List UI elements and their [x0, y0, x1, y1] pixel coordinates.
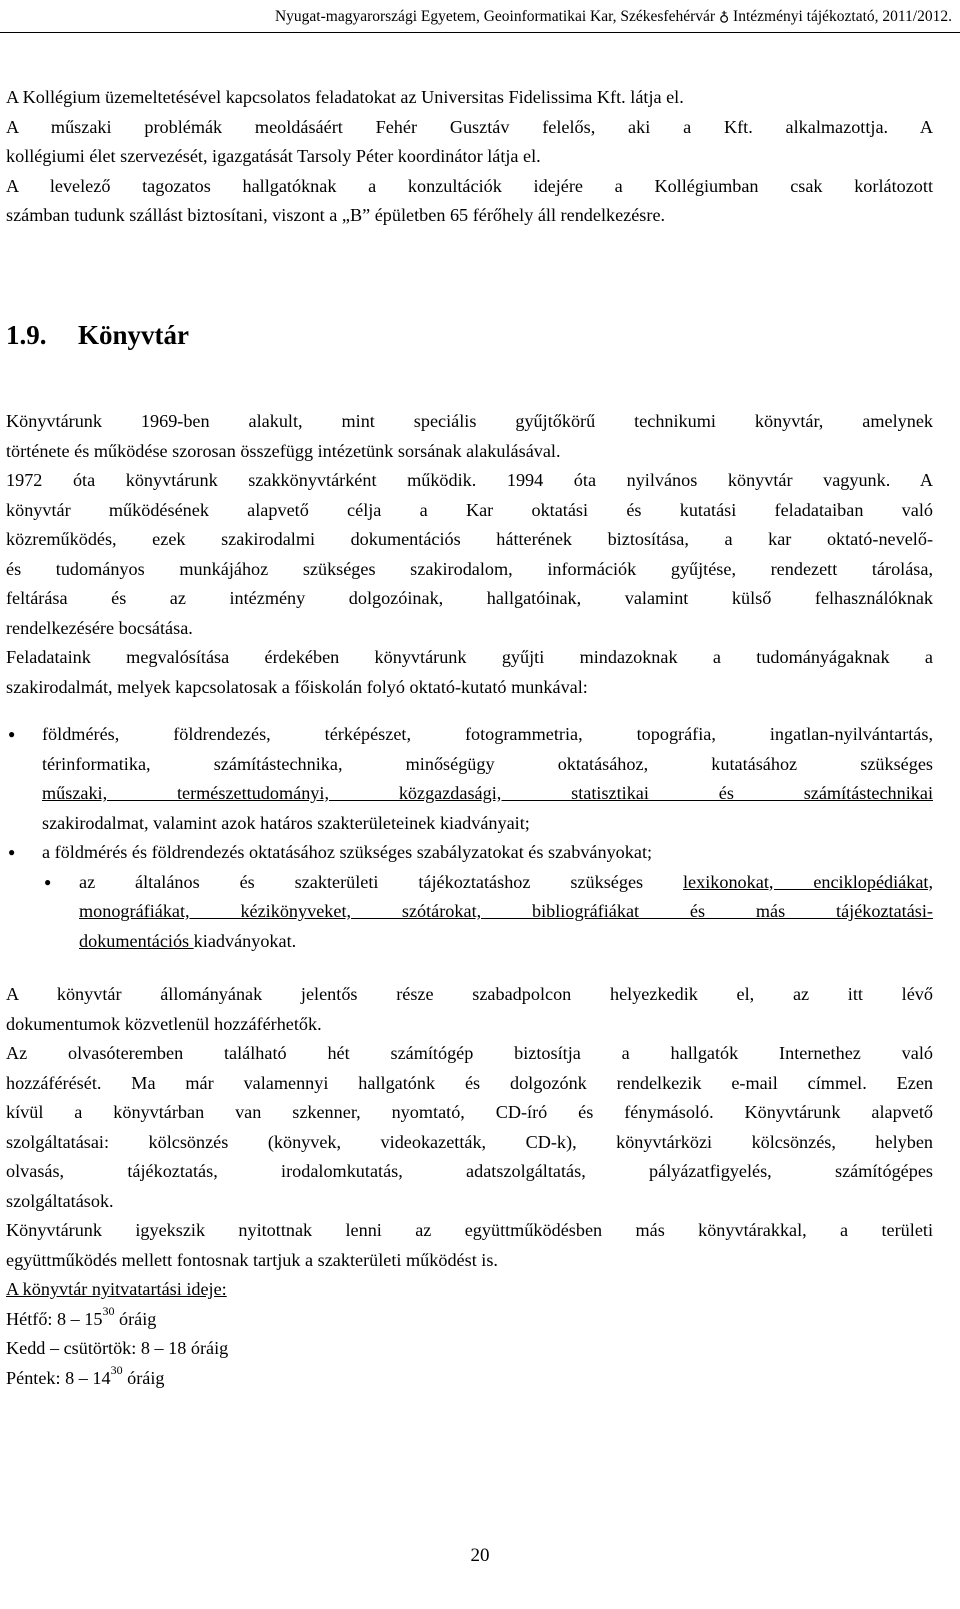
page-number: 20: [470, 1545, 490, 1566]
library-services: [6, 980, 933, 1393]
text-line: Könyvtárunk 1969-ben alakult, mint speciális gyűjtőkörű technikumi könyvtár, amelynek: [6, 411, 933, 431]
text-fragment: kiadványokat.: [193, 930, 297, 951]
text-line: [79, 868, 933, 898]
text-line: számban tudunk szállást biztosítani, viszont a „B” épületben 65 férőhely áll rendelkezésre.: [6, 205, 666, 225]
text-line: könyvtár működésének alapvető célja a Kar oktatási és kutatási feladataiban való: [6, 499, 933, 520]
text-fragment: lexikonokat, enciklopédiákat,: [683, 871, 933, 892]
text-fragment: dokumentációs: [79, 930, 194, 951]
text-line: hozzáférését. Ma már valamennyi hallgatónk és dolgozónk rendelkezik e-mail címmel. Ezen: [6, 1072, 933, 1093]
text-fragment: Hétfő: 8 – 15: [6, 1308, 103, 1329]
text-line: rendelkezésére bocsátása.: [6, 617, 193, 638]
globe-icon: ♁: [718, 10, 730, 25]
text-line: monográfiákat, kézikönyveket, szótárokat, bibliográfiákat és más tájékoztatási-: [79, 901, 933, 921]
text-fragment: óráig: [114, 1308, 157, 1329]
text-line: 1972 óta könyvtárunk szakkönyvtárként működik. 1994 óta nyilvános könyvtár vagyunk. A: [6, 470, 933, 490]
list-item: [6, 720, 933, 838]
text-line: ● a földmérés és földrendezés oktatásához szükséges szabályzatokat és szabványokat;: [42, 842, 653, 862]
text-line: együttműködés mellett fontosnak tartjuk a szakterületi működést is.: [6, 1249, 498, 1270]
header-title: Intézményi tájékoztató, 2011/2012.: [733, 8, 952, 25]
text-line: A könyvtár állományának jelentős része szabadpolcon helyezkedik el, az itt lévő: [6, 984, 933, 1004]
text-line: szakirodalmat, valamint azok határos szakterületeinek kiadványait;: [42, 812, 530, 833]
opening-hours-title: A könyvtár nyitvatartási ideje:: [6, 1279, 227, 1299]
text-line: A levelező tagozatos hallgatóknak a konzultációk idejére a Kollégiumban csak korlátozott: [6, 175, 933, 196]
text-line: ● földmérés, földrendezés, térképészet, fotogrammetria, topográfia, ingatlan-nyilvántartás,: [42, 724, 933, 744]
text-line: kollégiumi élet szervezését, igazgatását Tarsoly Péter koordinátor látja el.: [6, 146, 541, 166]
text-line: kívül a könyvtárban van szkenner, nyomtató, CD-író és fénymásoló. Könyvtárunk alapvető: [6, 1102, 933, 1122]
text-line: Könyvtárunk igyekszik nyitottnak lenni az együttműködésben más könyvtárakkal, a területi: [6, 1220, 933, 1240]
text-line: Feladataink megvalósítása érdekében könyvtárunk gyűjti mindazoknak a tudományágaknak a: [6, 647, 933, 667]
text-line: Az olvasóteremben található hét számítógép biztosítja a hallgatók Internethez való: [6, 1043, 933, 1063]
text-line: műszaki, természettudományi, közgazdasági, statisztikai és számítástechnikai: [42, 783, 933, 803]
text-line: feltárása és az intézmény dolgozóinak, hallgatóinak, valamint külső felhasználóknak: [6, 588, 933, 608]
text-line: szakirodalmát, melyek kapcsolatosak a főiskolán folyó oktató-kutató munkával:: [6, 676, 588, 697]
text-line: olvasás, tájékoztatás, irodalomkutatás, adatszolgáltatás, pályázatfigyelés, számítógépes: [6, 1161, 933, 1181]
text-line: A műszaki problémák meoldásáért Fehér Gusztáv felelős, aki a Kft. alkalmazottja. A: [6, 116, 933, 137]
opening-hours-monday: [6, 1305, 933, 1335]
text-line: története és működése szorosan összefügg intézetünk sorsának alakulásával.: [6, 440, 561, 461]
header-institution: Nyugat-magyarországi Egyetem, Geoinformatikai Kar, Székesfehérvár: [274, 8, 716, 25]
text-fragment: Péntek: 8 – 14: [6, 1367, 111, 1388]
text-line: és tudományos munkájához szükséges szakirodalom, információk gyűjtése, rendezett tárolása,: [6, 558, 933, 579]
list-item: [6, 868, 933, 957]
running-header: [0, 0, 960, 33]
text-fragment: óráig: [122, 1367, 165, 1388]
section-number: 1.9.: [6, 320, 47, 350]
section-heading: [6, 320, 189, 351]
section-title: Könyvtár: [78, 320, 189, 350]
text-line: szolgáltatások.: [6, 1190, 114, 1211]
text-line: térinformatika, számítástechnika, minőségügy oktatásához, kutatásához szükséges: [42, 753, 933, 774]
text-line: dokumentumok közvetlenül hozzáférhetők.: [6, 1013, 322, 1034]
collection-list: [6, 720, 933, 956]
opening-hours-tue-thu: Kedd – csütörtök: 8 – 18 óráig: [6, 1338, 229, 1358]
superscript: 30: [102, 1304, 115, 1319]
text-line: A Kollégium üzemeltetésével kapcsolatos feladatokat az Universitas Fidelissima Kft. látja el.: [6, 87, 684, 107]
text-line: közreműködés, ezek szakirodalmi dokumentációs hátterének biztosítása, a kar oktató-nevelő-: [6, 529, 933, 549]
text-line: [79, 927, 933, 957]
intro-paragraph: [6, 83, 933, 231]
text-fragment: az általános és szakterületi tájékoztatáshoz szükséges: [79, 871, 683, 892]
text-line: szolgáltatásai: kölcsönzés (könyvek, videokazetták, CD-k), könyvtárközi kölcsönzés, helyben: [6, 1131, 933, 1152]
superscript: 30: [110, 1363, 123, 1378]
list-item: [6, 838, 933, 868]
library-description: [6, 407, 933, 702]
opening-hours-friday: [6, 1364, 933, 1394]
